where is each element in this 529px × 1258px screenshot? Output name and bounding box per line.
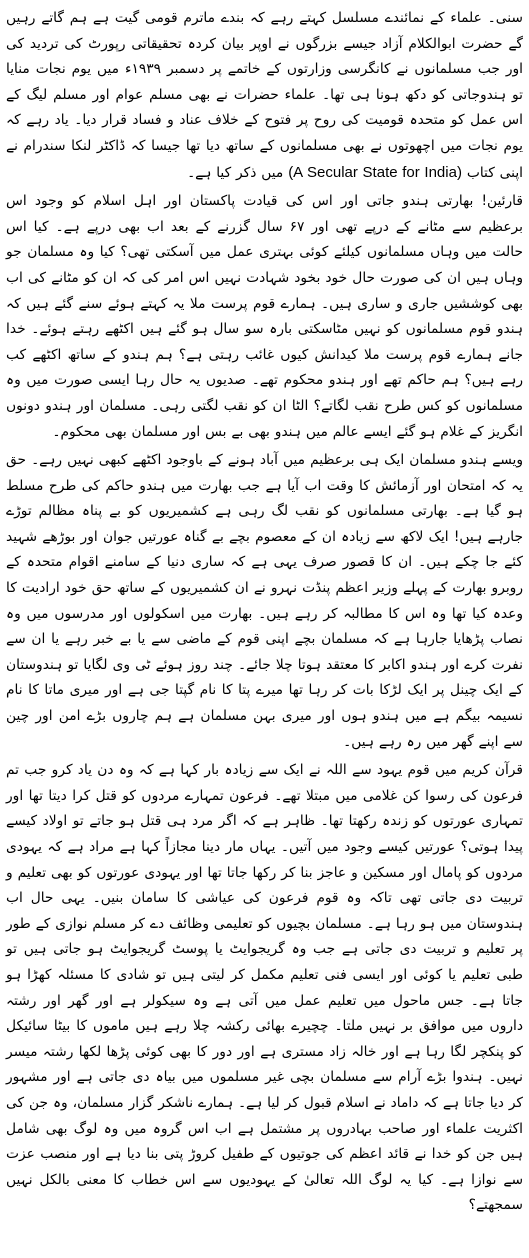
- paragraph-2: قارئین! بھارتی ہندو جاتی اور اس کی قیادت پاکستان اور اہل اسلام کو وجود اس برعظیم سے مٹانے کے درپے تھی اور ۶۷ سال گزرنے کے بعد اب بھی درپے ہے۔ کیا اس حالت میں وہاں مسلمانوں کیلئے کوئی بہتری عمل میں آسکتی تھی؟ کیا وہ مسلمان جو وہاں ہیں ان کی صورت حال خود بخود شہادت نہیں اس امر کی کہ ان کو مٹانے کی اب بھی کوششیں جاری و ساری ہیں۔ ہمارے قوم پرست ملا یہ کہتے ہوئے سنے گئے ہیں کہ ہندو قوم مسلمانوں کو نہیں مٹاسکتی بارہ سو سال ہو گئے ہیں اکٹھے رہتے ہوئے۔ خدا جانے ہمارے قوم پرست ملا کیدانش کیوں غائب رہتی ہے؟ ہم ہندو کے ساتھ اکٹھے کب رہے ہیں؟ ہم حاکم تھے اور ہندو محکوم تھے۔ صدیوں یہ حال رہا ایسی صورت میں وہ مسلمانوں کو کس طرح نقب لگاتے؟ الٹا ان کو نقب لگتی رہی۔ مسلمان اور ہندو دونوں انگریز کے غلام ہو گئے ایسے عالم میں ہندو بھی بے بس اور مسلمان بھی محکوم۔: [6, 193, 523, 440]
- paragraph-3: ویسے ہندو مسلمان ایک ہی برعظیم میں آباد ہونے کے باوجود اکٹھے کبھی نہیں رہے۔ حق یہ کہ امتحان اور آزمائش کا وقت اب آیا ہے جب بھارت میں ہندو حاکم کی طرح مسلط ہو گیا ہے۔ بھارتی مسلمانوں کو نقب لگ رہی ہے کشمیریوں کو بے پناہ مظالم توڑے جارہے ہیں! ایک لاکھ سے زیادہ ان کے معصوم بچے بے گناہ عورتیں جوان اور بوڑھے شہید کئے جا چکے ہیں۔ ان کا قصور صرف یہی ہے کہ ساری دنیا کے سامنے اقوام متحدہ کے روبرو بھارت کے پہلے وزیر اعظم پنڈت نہرو نے ان کشمیریوں کے ساتھ حق خود ارادیت کا وعدہ کیا تھا وہ اس کا مطالبہ کر رہے ہیں۔ بھارت میں اسکولوں اور مدرسوں میں وہ نصاب پڑھایا جارہا ہے کہ مسلمان بچے اپنی قوم کے ماضی سے یا بے خبر رہے یا ان سے نفرت کرے اور ہندو اکابر کا معتقد ہوتا چلا جائے۔ چند روز ہوئے ٹی وی لگایا تو ہندوستان کے ایک چینل پر ایک لڑکا بات کر رہا تھا میرے پتا کا نام گپتا جی ہے اور میری ماتا کا نام نسیمہ بیگم ہے میں ہندو ہوں اور میری بہن مسلمان ہے ہم چاروں بڑے امن اور چین سے اپنے گھر میں رہ رہے ہیں۔: [6, 452, 523, 750]
- paragraph-1-ending: میں ذکر کیا ہے۔: [187, 164, 289, 181]
- book-title: (A Secular State for India): [288, 163, 462, 181]
- paragraph-1-text: سنی۔ علماء کے نمائندے مسلسل کہتے رہے کہ بندے ماترم قومی گیت ہے ہم گاتے رہیں گے حضرت ابوالکلام آزاد جیسے بزرگوں نے اوپر بیان کردہ تحقیقاتی رپورٹ کی تردید کی اور جب مسلمانوں نے کانگرسی وزارتوں کے خاتمے پر دسمبر ۱۹۳۹ء میں یوم نجات منایا تو ہندوجاتی کو دکھ ہونا ہی تھا۔ علماء حضرات نے بھی مسلم عوام اور مسلم لیگ کے اس عمل کو متحدہ قومیت کی روح پر فتوح کے خلاف عناد و فساد قرار دیا۔ یاد رہے کہ یوم نجات میں اچھوتوں نے بھی مسلمانوں کے ساتھ دیا تھا جیسا کہ ڈاکٹر لنکا سندرام نے اپنی کتاب: [6, 10, 523, 181]
- article-body: [6, 6, 523, 1219]
- paragraph-1: [6, 6, 523, 186]
- paragraph-4: قرآن کریم میں قوم یہود سے اللہ نے ایک سے زیادہ بار کہا ہے کہ وہ دن یاد کرو جب تم فرعون کی رسوا کن غلامی میں مبتلا تھے۔ فرعون تمہارے مردوں کو قتل کرا دیتا تھا اور تمہاری عورتوں کو زندہ رکھتا تھا۔ ظاہر ہے کہ اگر مرد ہی قتل ہو جاتے تو اولاد کیسے پیدا ہوتی؟ عورتیں کیسے وجود میں آتیں۔ یہاں مار دینا مجازاً کہا ہے مراد ہے کہ یہودی مردوں کو پامال اور مسکین و عاجز بنا کر رکھا جاتا تھا اور یہودی عورتوں کو بھی تعلیم و تربیت دی جاتی تھی تاکہ وہ قوم فرعون کی عیاشی کا سامان بنیں۔ یہی حال اب ہندوستان میں ہو رہا ہے۔ مسلمان بچیوں کو تعلیمی وظائف دے کر مسلم نوازی کے طور پر تعلیم و تربیت دی جاتی ہے جب وہ گریجوایٹ یا پوسٹ گریجوایٹ ہو جاتی ہیں تو طبی تعلیم یا کوئی اور ایسی فنی تعلیم مکمل کر لیتی ہیں تو شادی کا مسئلہ کھڑا ہو جاتا ہے۔ جس ماحول میں تعلیم عمل میں آتی ہے وہ سیکولر ہے اور گھر اور رشتہ داروں میں موافق بر نہیں ملتا۔ چچیرے بھائی رکشہ چلا رہے ہیں ماموں کا بیٹا سائیکل کو پنکچر لگا رہا ہے اور خالہ زاد مستری ہے اور دور کا بھی کوئی پڑھا لکھا رشتہ میسر نہیں۔ ہندوا بڑے آرام سے مسلمان بچی غیر مسلموں میں بیاہ دی جاتی ہے اور مشہور کر دیا جاتا ہے کہ داماد نے اسلام قبول کر لیا ہے۔ ہمارے ناشکر گزار مسلمان، وہ جن کی اکثریت علماء اور صاحب بہادروں پر مشتمل ہے اب اس گروہ میں وہ لوگ بھی شامل ہیں جن کو خدا نے قائد اعظم کی جوتیوں کے طفیل کروڑ پتی بنا دیا ہے اور منصب عزت سے نوازا ہے۔ کیا یہ لوگ اللہ تعالیٰ کے یہودیوں سے اس خطاب کا معنی بالکل نہیں سمجھتے؟: [6, 762, 523, 1214]
